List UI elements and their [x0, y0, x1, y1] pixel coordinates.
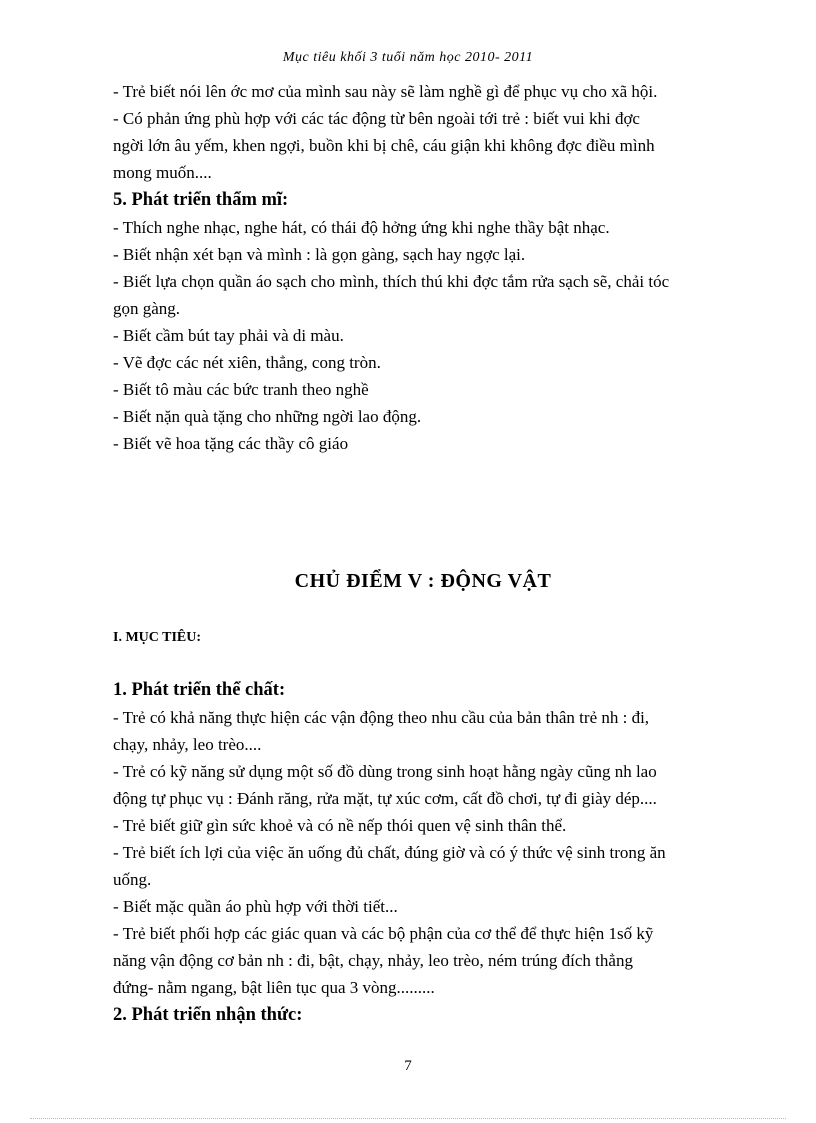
section-title: I. MỤC TIÊU: — [113, 630, 202, 645]
text-line: - Trẻ biết phối hợp các giác quan và các bộ phận của cơ thể để thực hiện 1số kỹ — [113, 924, 654, 943]
text-line: động tự phục vụ : Đánh răng, rửa mặt, tự xúc cơm, cất đồ chơi, tự đi giày dép.... — [113, 789, 657, 808]
text-line: - Biết cầm bút tay phải và di màu. — [113, 326, 344, 345]
text-line: uống. — [113, 870, 152, 889]
text-line: - Biết mặc quần áo phù hợp với thời tiết... — [113, 897, 398, 916]
heading-aesthetic: 5. Phát triển thẩm mĩ: — [113, 190, 289, 210]
text-line: - Trẻ có kỹ năng sử dụng một số đồ dùng trong sinh hoạt hằng ngày cũng nh lao — [113, 762, 657, 781]
page-header: Mục tiêu khối 3 tuổi năm học 2010- 2011 — [282, 50, 534, 65]
text-line: năng vận động cơ bản nh : đi, bật, chạy, nhảy, leo trèo, ném trúng đích thẳng — [113, 951, 633, 970]
text-line: - Vẽ đợc các nét xiên, thẳng, cong tròn. — [113, 353, 381, 372]
text-line: - Biết lựa chọn quần áo sạch cho mình, thích thú khi đợc tắm rửa sạch sẽ, chải tóc — [113, 272, 670, 291]
text-line: - Trẻ biết giữ gìn sức khoẻ và có nề nếp thói quen vệ sinh thân thể. — [113, 816, 567, 835]
text-line: - Biết nặn quà tặng cho những ngời lao động. — [113, 407, 422, 426]
text-line: - Trẻ biết ích lợi của việc ăn uống đủ chất, đúng giờ và có ý thức vệ sinh trong ăn — [113, 843, 666, 862]
text-line: chạy, nhảy, leo trèo.... — [113, 735, 262, 754]
content-top — [113, 78, 733, 457]
chapter-title: CHỦ ĐIỂM V : ĐỘNG VẬT — [294, 570, 552, 592]
text-line: mong muốn.... — [113, 163, 212, 182]
footer-divider — [30, 1118, 786, 1119]
text-line: - Có phản ứng phù hợp với các tác động từ bên ngoài tới trẻ : biết vui khi đợc — [113, 109, 640, 128]
content-bottom — [113, 676, 733, 1029]
page-number: 7 — [404, 1058, 412, 1074]
text-line: ngời lớn âu yếm, khen ngợi, buồn khi bị chê, cáu giận khi không đợc điều mình — [113, 136, 655, 155]
text-line: - Trẻ có khả năng thực hiện các vận động theo nhu cầu của bản thân trẻ nh : đi, — [113, 708, 650, 727]
text-line: - Thích nghe nhạc, nghe hát, có thái độ hởng ứng khi nghe thầy bật nhạc. — [113, 218, 610, 237]
heading-physical: 1. Phát triển thể chất: — [113, 680, 286, 700]
text-line: gọn gàng. — [113, 299, 181, 318]
text-line: - Biết tô màu các bức tranh theo nghề — [113, 380, 369, 399]
text-line: - Biết nhận xét bạn và mình : là gọn gàng, sạch hay ngợc lại. — [113, 245, 526, 264]
text-line: - Trẻ biết nói lên ớc mơ của mình sau này sẽ làm nghề gì để phục vụ cho xã hội. — [113, 82, 658, 101]
text-line: - Biết vẽ hoa tặng các thầy cô giáo — [113, 434, 349, 453]
heading-cognitive: 2. Phát triển nhận thức: — [113, 1005, 303, 1025]
text-line: đứng- nằm ngang, bật liên tục qua 3 vòng......... — [113, 978, 435, 997]
